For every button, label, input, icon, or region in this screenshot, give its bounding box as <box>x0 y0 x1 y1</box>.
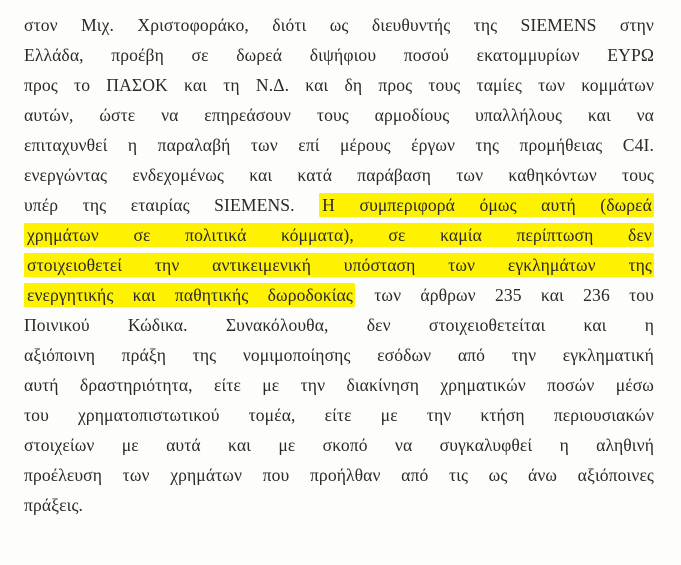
text-line <box>24 100 654 130</box>
text-line <box>24 460 654 490</box>
text-segment: στον Μιχ. Χριστοφοράκο, διότι ως διευθυντής της SIEMENS στην <box>24 15 654 35</box>
text-line <box>24 40 654 70</box>
text-segment: προέλευση των χρημάτων που προήλθαν από τις ως άνω αξιόποινες <box>24 465 654 485</box>
highlighted-text: στοιχειοθετεί την αντικειμενική υπόσταση των εγκλημάτων της <box>24 253 654 277</box>
text-line <box>24 280 654 310</box>
text-segment: αυτή δραστηριότητα, είτε με την διακίνηση χρηματικών ποσών μέσω <box>24 375 654 395</box>
text-segment: επιταχυνθεί η παραλαβή των επί μέρους έργων της προμήθειας C4I. <box>24 135 654 155</box>
text-segment: Ποινικού Κώδικα. Συνακόλουθα, δεν στοιχειοθετείται και η <box>24 315 654 335</box>
text-segment: πράξεις. <box>24 495 84 515</box>
text-line <box>24 490 654 520</box>
text-segment: αυτών, ώστε να επηρεάσουν τους αρμοδίους υπαλλήλους και να <box>24 105 654 125</box>
text-segment: αξιόποινη πράξη της νομιμοποίησης εσόδων από την εγκληματική <box>24 345 654 365</box>
text-line <box>24 220 654 250</box>
text-line <box>24 370 654 400</box>
text-segment: υπέρ της εταιρίας SIEMENS. <box>24 195 320 215</box>
highlighted-text: χρημάτων σε πολιτικά κόμματα), σε καμία περίπτωση δεν <box>24 223 654 247</box>
text-segment: ενεργώντας ενδεχομένως και κατά παράβαση των καθηκόντων τους <box>24 165 654 185</box>
text-line <box>24 160 654 190</box>
text-segment: των άρθρων 235 και 236 του <box>354 285 654 305</box>
highlighted-text: Η συμπεριφορά όμως αυτή (δωρεά <box>319 193 654 217</box>
text-segment: του χρηματοπιστωτικού τομέα, είτε με την κτήση περιουσιακών <box>24 405 654 425</box>
text-segment: Ελλάδα, προέβη σε δωρεά διψήφιου ποσού εκατομμυρίων ΕΥΡΩ <box>24 45 654 65</box>
text-segment: στοιχείων με αυτά και με σκοπό να συγκαλυφθεί η αληθινή <box>24 435 654 455</box>
highlighted-text: ενεργητικής και παθητικής δωροδοκίας <box>24 283 355 307</box>
text-line <box>24 400 654 430</box>
text-line <box>24 190 654 220</box>
text-line <box>24 430 654 460</box>
document-text-body <box>24 10 654 520</box>
text-line <box>24 130 654 160</box>
text-segment: προς το ΠΑΣΟΚ και τη Ν.Δ. και δη προς τους ταμίες των κομμάτων <box>24 75 654 95</box>
text-line <box>24 250 654 280</box>
text-line <box>24 310 654 340</box>
text-line <box>24 10 654 40</box>
text-line <box>24 70 654 100</box>
text-line <box>24 340 654 370</box>
